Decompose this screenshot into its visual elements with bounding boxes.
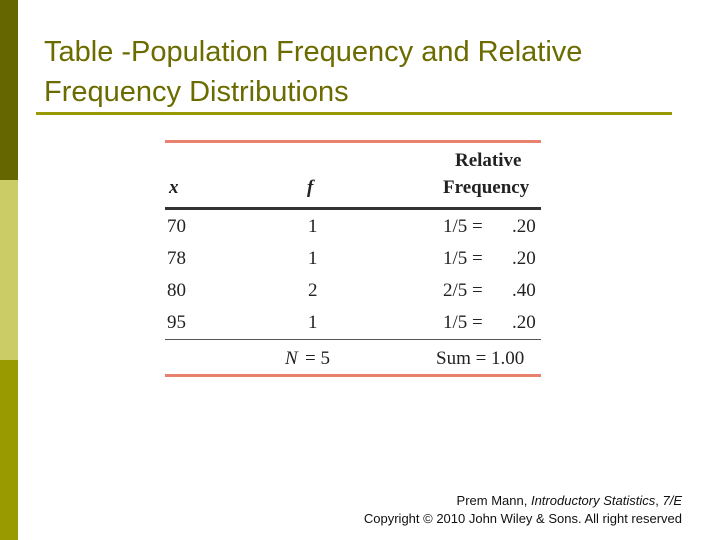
left-bar-dark bbox=[0, 0, 18, 180]
cell-x: 95 bbox=[167, 312, 186, 333]
total-sum: Sum = 1.00 bbox=[436, 348, 525, 369]
cell-decimal: .20 bbox=[512, 248, 536, 269]
cell-fraction: 1/5 = bbox=[443, 216, 483, 237]
cell-f: 1 bbox=[308, 248, 318, 269]
total-n-value: = 5 bbox=[305, 348, 330, 369]
slide-title: Table -Population Frequency and Relative Frequency Distributions bbox=[44, 36, 583, 108]
header-x: x bbox=[169, 177, 179, 198]
left-bar-olive bbox=[0, 360, 18, 540]
header-relative: Relative bbox=[455, 150, 522, 171]
footer-author: Prem Mann, bbox=[456, 493, 531, 508]
title-underline bbox=[36, 112, 672, 115]
footer-copyright: Copyright © 2010 John Wiley & Sons. All right reserved bbox=[363, 511, 682, 526]
cell-fraction: 2/5 = bbox=[443, 280, 483, 301]
header-f: f bbox=[307, 177, 314, 198]
left-bar-light bbox=[0, 180, 18, 360]
header-rule bbox=[165, 207, 541, 210]
cell-fraction: 1/5 = bbox=[443, 312, 483, 333]
cell-x: 78 bbox=[167, 248, 186, 269]
cell-x: 80 bbox=[167, 280, 186, 301]
cell-f: 1 bbox=[308, 216, 318, 237]
table-top-rule bbox=[165, 140, 541, 143]
table-bottom-rule bbox=[165, 374, 541, 377]
cell-fraction: 1/5 = bbox=[443, 248, 483, 269]
cell-decimal: .40 bbox=[512, 280, 536, 301]
frequency-table bbox=[165, 138, 541, 380]
cell-x: 70 bbox=[167, 216, 186, 237]
totals-rule bbox=[165, 339, 541, 340]
total-n-variable: N bbox=[285, 348, 298, 369]
cell-decimal: .20 bbox=[512, 216, 536, 237]
footer-book-title: Introductory Statistics bbox=[530, 493, 656, 508]
footer-line-1 bbox=[364, 492, 682, 510]
footer-separator: , bbox=[655, 493, 663, 508]
header-frequency: Frequency bbox=[443, 177, 530, 198]
footer-edition: 7/E bbox=[662, 493, 682, 508]
cell-decimal: .20 bbox=[512, 312, 536, 333]
cell-f: 1 bbox=[308, 312, 318, 333]
footer-citation bbox=[364, 492, 682, 528]
cell-f: 2 bbox=[308, 280, 318, 301]
